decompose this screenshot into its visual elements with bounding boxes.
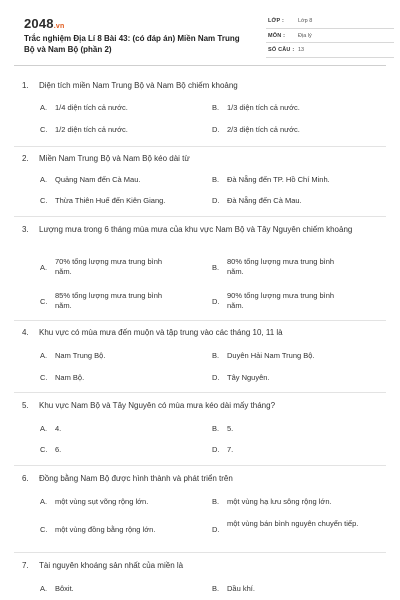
option-letter: A. [40, 424, 48, 433]
question-text: Lượng mưa trong 6 tháng mùa mưa của khu vực Nam Bộ và Tây Nguyên chiếm khoảng [39, 225, 353, 234]
meta-row-grade [266, 14, 394, 29]
question-text: Miền Nam Trung Bộ và Nam Bộ kéo dài từ [39, 154, 190, 163]
question-5 [14, 393, 386, 465]
option-text: 90% tổng lượng mưa trung bình năm. [227, 291, 335, 310]
question-2 [14, 147, 386, 217]
logo-suffix: .vn [53, 23, 65, 30]
site-logo[interactable] [24, 16, 64, 31]
option-a[interactable] [40, 257, 200, 279]
option-text: Dầu khí. [227, 584, 255, 593]
question-7 [14, 553, 386, 600]
option-letter: A. [40, 584, 48, 593]
option-letter: C. [40, 525, 48, 534]
option-text: một vùng hạ lưu sông rộng lớn. [227, 497, 332, 506]
option-text: 5. [227, 424, 234, 433]
question-text: Khu vực Nam Bộ và Tây Nguyên có mùa mưa kéo dài mấy tháng? [39, 401, 276, 410]
question-text: Khu vực có mùa mưa đến muộn và tập trung vào các tháng 10, 11 là [39, 328, 283, 337]
option-text: 1/4 diện tích cả nước. [55, 103, 128, 112]
option-letter: D. [212, 445, 220, 454]
option-text: Đà Nẵng đến TP. Hồ Chí Minh. [227, 175, 330, 184]
option-letter: C. [40, 445, 48, 454]
question-number: 1. [22, 81, 29, 90]
option-letter: D. [212, 525, 220, 534]
option-letter: C. [40, 297, 48, 306]
meta-value: 13 [298, 47, 305, 53]
option-letter: D. [212, 297, 220, 306]
option-letter: B. [212, 424, 220, 433]
question-number: 2. [22, 154, 29, 163]
option-text: 7. [227, 445, 234, 454]
option-letter: C. [40, 373, 48, 382]
question-text: Đồng bằng Nam Bộ được hình thành và phát triển trên [39, 474, 233, 483]
option-letter: C. [40, 196, 48, 205]
option-text: 1/2 diện tích cả nước. [55, 125, 128, 134]
meta-label: SỐ CÂU : [268, 47, 295, 53]
question-number: 7. [22, 561, 29, 570]
option-letter: B. [212, 584, 220, 593]
option-letter: C. [40, 125, 48, 134]
question-1 [14, 74, 386, 149]
option-text: Thừa Thiên Huế đến Kiên Giang. [55, 196, 166, 205]
option-text: một vùng đồng bằng rộng lớn. [55, 525, 156, 534]
question-number: 3. [22, 225, 29, 234]
option-b[interactable] [212, 257, 372, 279]
option-d[interactable] [212, 519, 372, 541]
question-6 [14, 466, 386, 556]
option-letter: B. [212, 351, 220, 360]
meta-table [266, 14, 394, 58]
meta-label: MÔN : [268, 32, 286, 39]
meta-value: Địa lý [298, 32, 312, 39]
logo-text: 2048 [24, 16, 54, 31]
question-number: 6. [22, 474, 29, 483]
option-text: Duyên Hải Nam Trung Bộ. [227, 351, 315, 360]
option-text: Nam Bộ. [55, 373, 85, 382]
option-text: Nam Trung Bộ. [55, 351, 106, 360]
option-text: Bôxit. [55, 584, 74, 593]
option-letter: B. [212, 263, 220, 272]
option-letter: B. [212, 175, 220, 184]
meta-row-subject [266, 29, 394, 44]
option-letter: B. [212, 103, 220, 112]
option-text: Quảng Nam đến Cà Mau. [55, 175, 141, 184]
option-letter: A. [40, 175, 48, 184]
question-number: 4. [22, 328, 29, 337]
option-text: 85% tổng lượng mưa trung bình năm. [55, 291, 163, 310]
question-text: Diện tích miền Nam Trung Bộ và Nam Bộ chiếm khoảng [39, 81, 238, 90]
question-number: 5. [22, 401, 29, 410]
page-title: Trắc nghiệm Địa Lí 8 Bài 43: (có đáp án) Miền Nam Trung Bộ và Nam Bộ (phần 2) [24, 34, 240, 54]
option-letter: D. [212, 196, 220, 205]
option-d[interactable] [212, 291, 372, 313]
option-text: 4. [55, 424, 62, 433]
option-text: Đà Nẵng đến Cà Mau. [227, 196, 302, 205]
option-letter: A. [40, 497, 48, 506]
option-letter: A. [40, 103, 48, 112]
option-letter: D. [212, 125, 220, 134]
option-text: một vùng bán bình nguyên chuyển tiếp. [227, 519, 359, 528]
option-text: 80% tổng lượng mưa trung bình năm. [227, 257, 335, 276]
option-letter: A. [40, 351, 48, 360]
option-letter: A. [40, 263, 48, 272]
meta-label: LỚP : [268, 18, 284, 24]
option-letter: B. [212, 497, 220, 506]
option-text: 6. [55, 445, 62, 454]
meta-row-count [266, 43, 394, 58]
question-3 [14, 217, 386, 327]
option-text: một vùng sụt võng rộng lớn. [55, 497, 149, 506]
option-text: Tây Nguyên. [227, 373, 270, 382]
option-letter: D. [212, 373, 220, 382]
option-text: 2/3 diện tích cả nước. [227, 125, 300, 134]
option-text: 70% tổng lượng mưa trung bình năm. [55, 257, 163, 276]
question-4 [14, 321, 386, 391]
option-c[interactable] [40, 291, 200, 313]
question-text: Tài nguyên khoáng sản nhất của miền là [39, 561, 184, 570]
meta-value: Lớp 8 [298, 18, 313, 24]
option-text: 1/3 diện tích cả nước. [227, 103, 300, 112]
header [14, 0, 386, 66]
